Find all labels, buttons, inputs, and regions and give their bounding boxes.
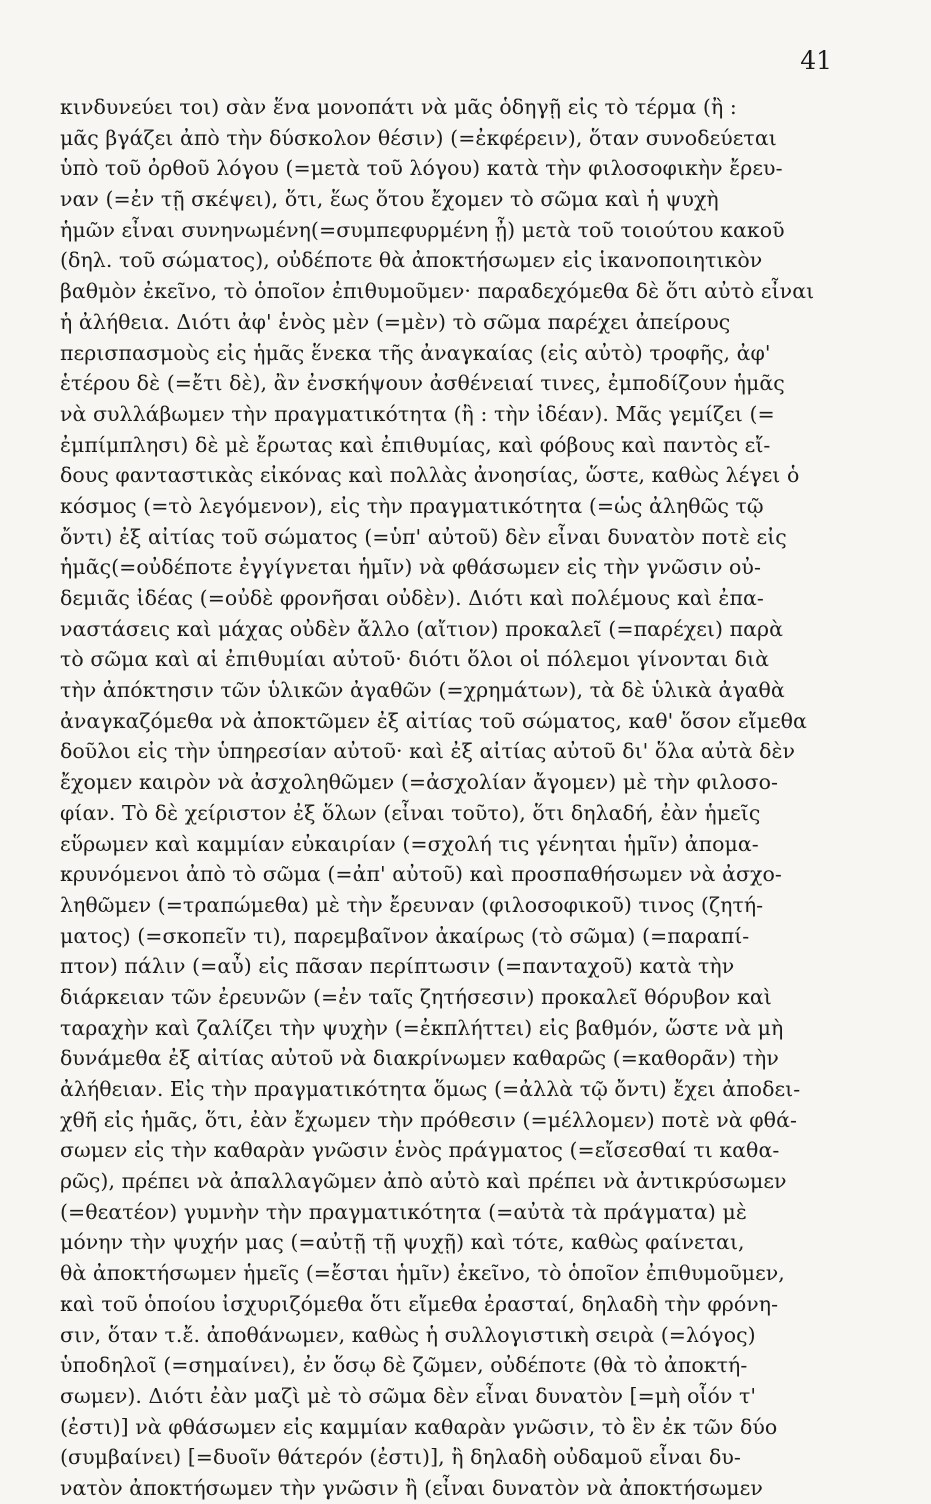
text-line: (ἐστι)] νὰ φθάσωμεν εἰς καμμίαν καθαρὰν γνῶσιν, τὸ ἓν ἐκ τῶν δύο bbox=[60, 1414, 778, 1439]
text-line: βαθμὸν ἐκεῖνο, τὸ ὁποῖον ἐπιθυμοῦμεν· παραδεχόμεθα δὲ ὅτι αὐτὸ εἶναι bbox=[60, 279, 815, 304]
text-line: ὑπὸ τοῦ ὀρθοῦ λόγου (=μετὰ τοῦ λόγου) κατὰ τὴν φιλοσοφικὴν ἔρευ- bbox=[60, 156, 783, 181]
text-line: κινδυνεύει τοι) σὰν ἕνα μονοπάτι νὰ μᾶς ὁδηγῇ εἰς τὸ τέρμα (ἢ : bbox=[60, 95, 737, 119]
text-line: ναστάσεις καὶ μάχας οὐδὲν ἄλλο (αἴτιον) προκαλεῖ (=παρέχει) παρὰ bbox=[60, 616, 784, 641]
text-line: διάρκειαν τῶν ἐρευνῶν (=ἐν ταῖς ζητήσεσιν) προκαλεῖ θόρυβον καὶ bbox=[60, 984, 772, 1009]
text-line: πτον) πάλιν (=αὖ) εἰς πᾶσαν περίπτωσιν (=πανταχοῦ) κατὰ τὴν bbox=[60, 954, 735, 979]
text-line: (δηλ. τοῦ σώματος), οὐδέποτε θὰ ἀποκτήσωμεν εἰς ἱκανοποιητικὸν bbox=[60, 248, 763, 273]
text-line: σωμεν). Διότι ἐὰν μαζὶ μὲ τὸ σῶμα δὲν εἶναι δυνατὸν [=μὴ οἷόν τ' bbox=[60, 1383, 757, 1408]
page-number: 41 bbox=[800, 46, 832, 75]
text-line: δους φανταστικὰς εἰκόνας καὶ πολλὰς ἀνοησίας, ὥστε, καθὼς λέγει ὁ bbox=[60, 463, 800, 488]
text-line: κόσμος (=τὸ λεγόμενον), εἰς τὴν πραγματικότητα (=ὡς ἀληθῶς τῷ bbox=[60, 493, 764, 518]
text-line: ὑποδηλοῖ (=σημαίνει), ἐν ὅσῳ δὲ ζῶμεν, οὐδέποτε (θὰ τὸ ἀποκτή- bbox=[60, 1353, 748, 1378]
text-line: δυνάμεθα ἐξ αἰτίας αὐτοῦ νὰ διακρίνωμεν καθαρῶς (=καθορᾶν) τὴν bbox=[60, 1046, 779, 1071]
text-line: ρῶς), πρέπει νὰ ἀπαλλαγῶμεν ἀπὸ αὐτὸ καὶ πρέπει νὰ ἀντικρύσωμεν bbox=[60, 1169, 787, 1194]
text-line: ταραχὴν καὶ ζαλίζει τὴν ψυχὴν (=ἐκπλήττει) εἰς βαθμόν, ὥστε νὰ μὴ bbox=[60, 1015, 784, 1040]
text-line: σωμεν εἰς τὴν καθαρὰν γνῶσιν ἑνὸς πράγματος (=εἴσεσθαί τι καθα- bbox=[60, 1138, 780, 1163]
text-line: τὸ σῶμα καὶ αἱ ἐπιθυμίαι αὐτοῦ· διότι ὅλοι οἱ πόλεμοι γίνονται διὰ bbox=[60, 647, 769, 672]
text-line: (=θεατέον) γυμνὴν τὴν πραγματικότητα (=αὐτὰ τὰ πράγματα) μὲ bbox=[60, 1199, 747, 1224]
text-line: ἀναγκαζόμεθα νὰ ἀποκτῶμεν ἐξ αἰτίας τοῦ σώματος, καθ' ὅσον εἴμεθα bbox=[60, 708, 807, 733]
text-line: μᾶς βγάζει ἀπὸ τὴν δύσκολον θέσιν) (=ἐκφέρειν), ὅταν συνοδεύεται bbox=[60, 125, 777, 150]
text-line: τὴν ἀπόκτησιν τῶν ὑλικῶν ἀγαθῶν (=χρημάτων), τὰ δὲ ὑλικὰ ἀγαθὰ bbox=[60, 678, 785, 703]
text-line: ληθῶμεν (=τραπώμεθα) μὲ τὴν ἔρευναν (φιλοσοφικοῦ) τινος (ζητή- bbox=[60, 892, 764, 917]
text-line: ἡμᾶς(=οὐδέποτε ἐγγίγνεται ἡμῖν) νὰ φθάσωμεν εἰς τὴν γνῶσιν οὐ- bbox=[60, 555, 761, 580]
text-line: σιν, ὅταν τ.ἔ. ἀποθάνωμεν, καθὼς ἡ συλλογιστικὴ σειρὰ (=λόγος) bbox=[60, 1322, 756, 1347]
text-line: ὄντι) ἐξ αἰτίας τοῦ σώματος (=ὑπ' αὐτοῦ) δὲν εἶναι δυνατὸν ποτὲ εἰς bbox=[60, 524, 787, 549]
text-line: ἡμῶν εἶναι συνηνωμένη(=συμπεφυρμένη ᾖ) μετὰ τοῦ τοιούτου κακοῦ bbox=[60, 217, 785, 242]
text-line: ματος) (=σκοπεῖν τι), παρεμβαῖνον ἀκαίρως (τὸ σῶμα) (=παραπί- bbox=[60, 923, 750, 948]
text-line: ἀλήθειαν. Εἰς τὴν πραγματικότητα ὅμως (=ἀλλὰ τῷ ὄντι) ἔχει ἀποδει- bbox=[60, 1077, 801, 1101]
text-line: χθῆ εἰς ἡμᾶς, ὅτι, ἐὰν ἔχωμεν τὴν πρόθεσιν (=μέλλομεν) ποτὲ νὰ φθά- bbox=[60, 1107, 797, 1132]
text-line: νὰ συλλάβωμεν τὴν πραγματικότητα (ἢ : τὴν ἰδέαν). Μᾶς γεμίζει (= bbox=[60, 401, 775, 426]
text-line: (συμβαίνει) [=δυοῖν θάτερόν (ἐστι)], ἢ δηλαδὴ οὐδαμοῦ εἶναι δυ- bbox=[60, 1445, 741, 1470]
text-line: νατὸν ἀποκτήσωμεν τὴν γνῶσιν ἢ (εἶναι δυνατὸν νὰ ἀποκτήσωμεν bbox=[60, 1475, 763, 1500]
text-line: εὕρωμεν καὶ καμμίαν εὐκαιρίαν (=σχολή τις γένηται ἡμῖν) ἀπομα- bbox=[60, 831, 759, 856]
text-line: ἐμπίμπλησι) δὲ μὲ ἔρωτας καὶ ἐπιθυμίας, καὶ φόβους καὶ παντὸς εἴ- bbox=[60, 432, 771, 457]
text-line: μόνην τὴν ψυχήν μας (=αὐτῇ τῇ ψυχῇ) καὶ τότε, καθὼς φαίνεται, bbox=[60, 1230, 745, 1255]
text-line: ναν (=ἐν τῇ σκέψει), ὅτι, ἕως ὅτου ἔχομεν τὸ σῶμα καὶ ἡ ψυχὴ bbox=[60, 187, 719, 212]
text-line: ἔχομεν καιρὸν νὰ ἀσχοληθῶμεν (=ἀσχολίαν ἄγομεν) μὲ τὴν φιλοσο- bbox=[60, 770, 778, 795]
text-line: ἡ ἀλήθεια. Διότι ἀφ' ἑνὸς μὲν (=μὲν) τὸ σῶμα παρέχει ἀπείρους bbox=[60, 309, 731, 334]
text-line: καὶ τοῦ ὁποίου ἰσχυριζόμεθα ὅτι εἴμεθα ἐρασταί, δηλαδὴ τὴν φρόνη- bbox=[60, 1291, 779, 1316]
text-line: δεμιᾶς ἰδέας (=οὐδὲ φρονῆσαι οὐδὲν). Διότι καὶ πολέμους καὶ ἐπα- bbox=[60, 586, 764, 610]
text-line: ἑτέρου δὲ (=ἔτι δὲ), ἂν ἐνσκήψουν ἀσθένειαί τινες, ἐμποδίζουν ἡμᾶς bbox=[60, 371, 785, 396]
text-line: περισπασμοὺς εἰς ἡμᾶς ἕνεκα τῆς ἀναγκαίας (εἰς αὐτὸ) τροφῆς, ἀφ' bbox=[60, 340, 771, 365]
text-line: κρυνόμενοι ἀπὸ τὸ σῶμα (=ἀπ' αὐτοῦ) καὶ προσπαθήσωμεν νὰ ἀσχο- bbox=[60, 862, 782, 887]
text-line: φίαν. Τὸ δὲ χείριστον ἐξ ὅλων (εἶναι τοῦτο), ὅτι δηλαδή, ἐὰν ἡμεῖς bbox=[60, 800, 761, 825]
text-line: δοῦλοι εἰς τὴν ὑπηρεσίαν αὐτοῦ· καὶ ἐξ αἰτίας αὐτοῦ δι' ὅλα αὐτὰ δὲν bbox=[60, 739, 796, 764]
text-line: θὰ ἀποκτήσωμεν ἡμεῖς (=ἔσται ἡμῖν) ἐκεῖνο, τὸ ὁποῖον ἐπιθυμοῦμεν, bbox=[60, 1261, 785, 1286]
body-text bbox=[60, 92, 840, 1504]
